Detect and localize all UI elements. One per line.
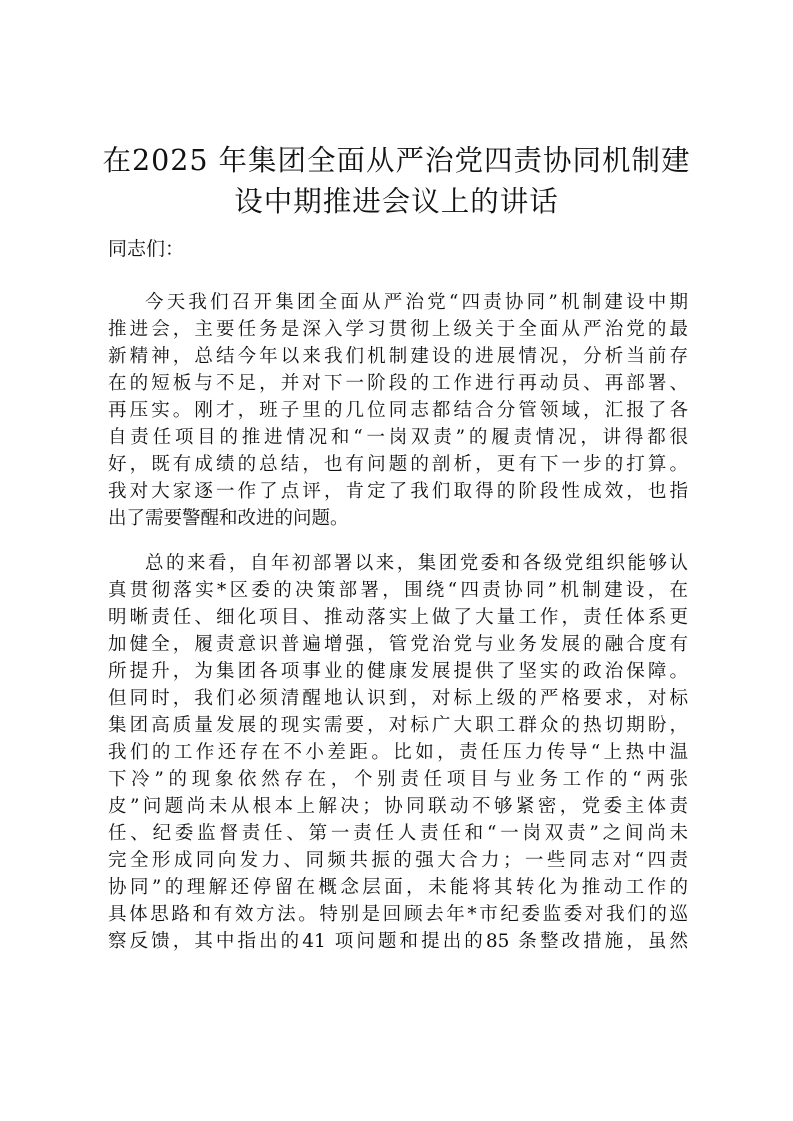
paragraph-line: 再压实。刚才，班子里的几位同志都结合分管领域，汇报了各 xyxy=(108,400,688,421)
paragraph-line: 在的短板与不足，并对下一阶段的工作进行再动员、再部署、 xyxy=(108,373,688,394)
paragraph-line: 今天我们召开集团全面从严治党“四责协同”机制建设中期 xyxy=(145,292,688,313)
paragraph-line: 我对大家逐一作了点评，肯定了我们取得的阶段性成效，也指 xyxy=(108,481,688,502)
paragraph-line: 总的来看，自年初部署以来，集团党委和各级党组织能够认 xyxy=(145,553,688,574)
salutation: 同志们： xyxy=(108,238,185,260)
paragraph-line: 所提升，为集团各项事业的健康发展提供了坚实的政治保障。 xyxy=(108,661,688,682)
paragraph-line: 明晰责任、细化项目、推动落实上做了大量工作，责任体系更 xyxy=(108,607,688,628)
paragraph-line: 新精神，总结今年以来我们机制建设的进展情况，分析当前存 xyxy=(108,346,688,367)
paragraph-line: 协同”的理解还停留在概念层面，未能将其转化为推动工作的 xyxy=(108,877,688,898)
paragraph-line: 具体思路和有效方法。特别是回顾去年*市纪委监委对我们的巡 xyxy=(108,904,688,925)
paragraph-line: 推进会，主要任务是深入学习贯彻上级关于全面从严治党的最 xyxy=(108,319,688,340)
document-title xyxy=(100,140,693,222)
paragraph-line: 集团高质量发展的现实需要，对标广大职工群众的热切期盼， xyxy=(108,715,688,736)
paragraph-line: 真贯彻落实*区委的决策部署，围绕“四责协同”机制建设，在 xyxy=(108,580,688,601)
paragraph-opening xyxy=(108,289,688,532)
title-line: 设中期推进会议上的讲话 xyxy=(234,185,559,218)
paragraph-line: 好，既有成绩的总结，也有问题的剖析，更有下一步的打算。 xyxy=(108,454,688,475)
paragraph-line: 任、纪委监督责任、第一责任人责任和“一岗双责”之间尚未 xyxy=(108,823,688,844)
paragraph-line: 察反馈，其中指出的41 项问题和提出的85 条整改措施，虽然 xyxy=(108,931,688,952)
paragraph-line: 皮”问题尚未从根本上解决；协同联动不够紧密，党委主体责 xyxy=(108,796,688,817)
paragraph-line: 但同时，我们必须清醒地认识到，对标上级的严格要求，对标 xyxy=(108,688,688,709)
paragraph-summary xyxy=(108,550,688,955)
paragraph-line: 自责任项目的推进情况和“一岗双责”的履责情况，讲得都很 xyxy=(108,427,688,448)
title-line: 在2025 年集团全面从严治党四责协同机制建 xyxy=(102,144,691,177)
paragraph-line: 完全形成同向发力、同频共振的强大合力；一些同志对“四责 xyxy=(108,850,688,871)
paragraph-line: 出了需要警醒和改进的问题。 xyxy=(108,508,349,529)
paragraph-line: 我们的工作还存在不小差距。比如，责任压力传导“上热中温 xyxy=(108,742,688,763)
paragraph-line: 加健全，履责意识普遍增强，管党治党与业务发展的融合度有 xyxy=(108,634,688,655)
paragraph-line: 下冷”的现象依然存在，个别责任项目与业务工作的“两张 xyxy=(108,769,688,790)
